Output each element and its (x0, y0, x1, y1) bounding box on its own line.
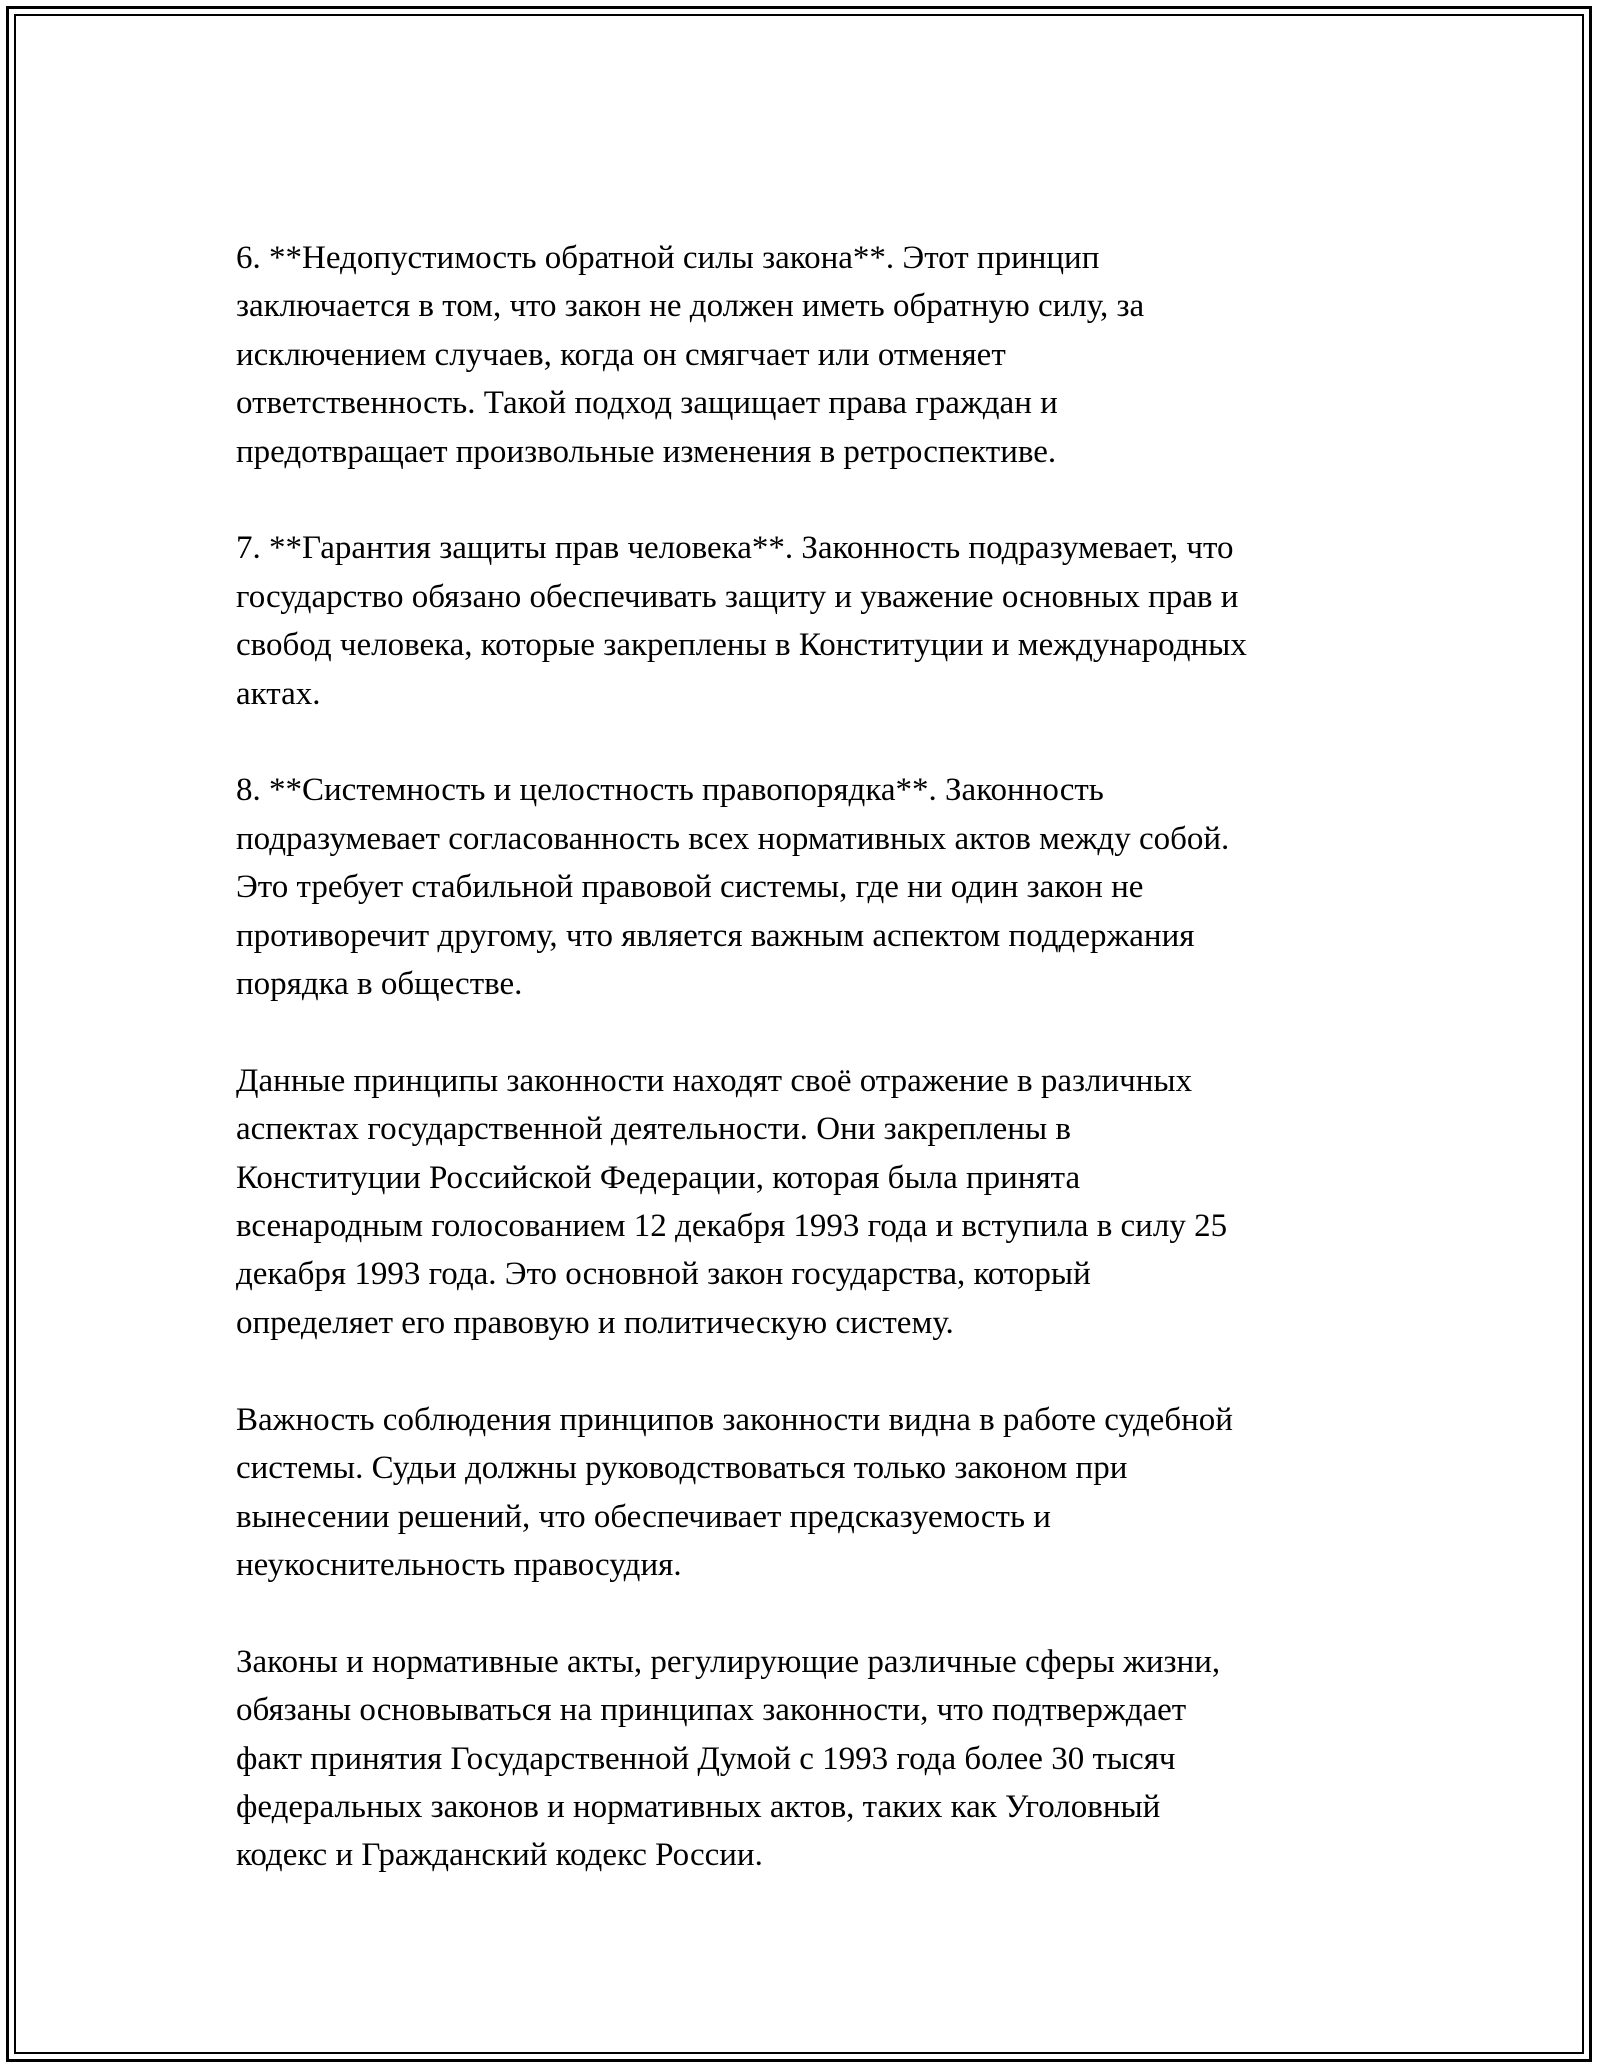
text-line: исключением случаев, когда он смягчает или отменяет (236, 336, 1006, 373)
text-line: свобод человека, которые закреплены в Конституции и международных (236, 627, 1247, 664)
text-line: 6. **Недопустимость обратной силы закона**. Этот принцип (236, 240, 1100, 276)
text-line: декабря 1993 года. Это основной закон государства, который (236, 1256, 1091, 1293)
text-line: актах. (236, 675, 321, 712)
paragraph-principle-8 (236, 766, 1396, 1008)
text-line: всенародным голосованием 12 декабря 1993 года и вступила в силу 25 (236, 1208, 1228, 1245)
text-line: факт принятия Государственной Думой с 1993 года более 30 тысяч (236, 1740, 1176, 1777)
text-line: противоречит другому, что является важным аспектом поддержания (236, 917, 1195, 954)
paragraph-principle-6 (236, 234, 1396, 476)
text-line: обязаны основываться на принципах законности, что подтверждает (236, 1692, 1187, 1729)
text-line: Важность соблюдения принципов законности видна в работе судебной (236, 1401, 1233, 1438)
text-line: Это требует стабильной правовой системы, где ни один закон не (236, 869, 1144, 906)
paragraph-judicial-system (236, 1396, 1396, 1590)
text-line: аспектах государственной деятельности. Они закреплены в (236, 1111, 1071, 1148)
text-line: ответственность. Такой подход защищает права граждан и (236, 385, 1058, 422)
text-line: государство обязано обеспечивать защиту и уважение основных прав и (236, 578, 1239, 615)
document-body (236, 234, 1396, 1928)
text-line: подразумевает согласованность всех нормативных актов между собой. (236, 820, 1230, 857)
text-line: Конституции Российской Федерации, которая была принята (236, 1159, 1081, 1196)
text-line: предотвращает произвольные изменения в ретроспективе. (236, 433, 1057, 470)
text-line: Данные принципы законности находят своё отражение в различных (236, 1062, 1193, 1099)
text-line: 8. **Системность и целостность правопорядка**. Законность (236, 772, 1104, 809)
text-line: порядка в обществе. (236, 966, 523, 1003)
text-line: вынесении решений, что обеспечивает предсказуемость и (236, 1498, 1051, 1535)
text-line: Законы и нормативные акты, регулирующие различные сферы жизни, (236, 1643, 1221, 1680)
text-line: федеральных законов и нормативных актов, таких как Уголовный (236, 1788, 1161, 1825)
text-line: кодекс и Гражданский кодекс России. (236, 1837, 763, 1874)
paragraph-constitution (236, 1057, 1396, 1347)
text-line: системы. Судьи должны руководствоваться только законом при (236, 1450, 1128, 1487)
paragraph-principle-7 (236, 524, 1396, 718)
text-line: заключается в том, что закон не должен иметь обратную силу, за (236, 288, 1145, 325)
text-line: 7. **Гарантия защиты прав человека**. Законность подразумевает, что (236, 530, 1234, 567)
text-line: неукоснительность правосудия. (236, 1546, 682, 1583)
paragraph-laws-and-acts (236, 1638, 1396, 1880)
text-line: определяет его правовую и политическую систему. (236, 1304, 954, 1341)
